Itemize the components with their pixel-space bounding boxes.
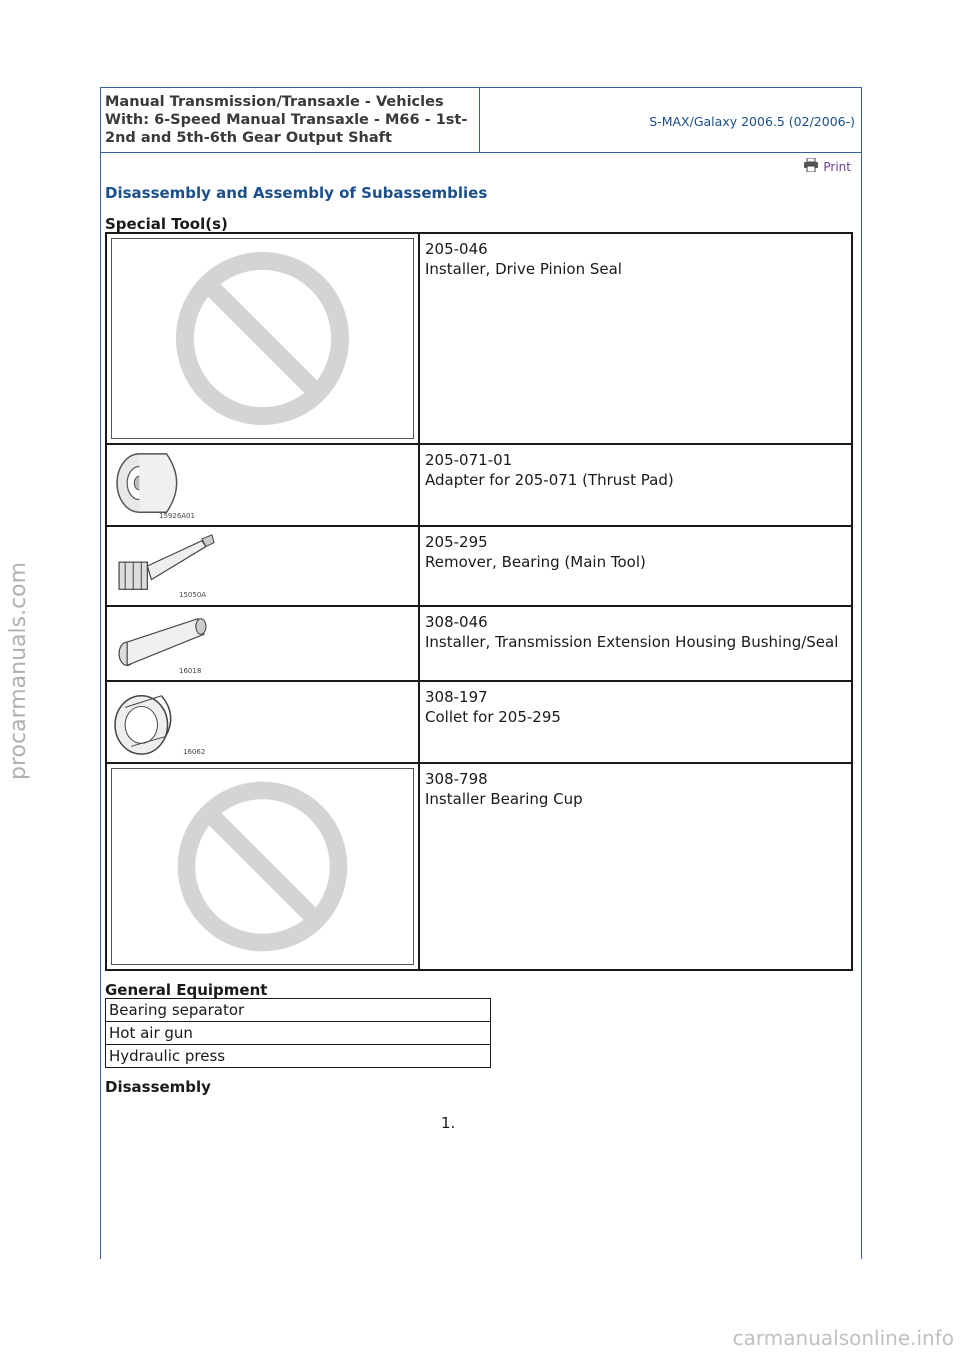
- vehicle-model: S-MAX/Galaxy 2006.5 (02/2006-): [649, 114, 855, 129]
- tool-name: Collet for 205-295: [425, 708, 561, 726]
- tool-image: [107, 682, 420, 762]
- tool-image: [107, 445, 420, 525]
- image-label: 16018: [179, 667, 202, 675]
- no-image-icon: [111, 238, 414, 439]
- tool-name: Installer, Drive Pinion Seal: [425, 260, 622, 278]
- section-title: Disassembly and Assembly of Subassemblies: [105, 184, 488, 202]
- print-label: Print: [823, 159, 851, 174]
- tool-number: 205-071-01: [425, 451, 513, 469]
- tool-image: [107, 764, 420, 969]
- special-tools-table: [105, 232, 853, 971]
- page-frame: [100, 87, 862, 1259]
- tool-number: 308-046: [425, 613, 488, 631]
- equipment-item: Hydraulic press: [106, 1045, 491, 1068]
- tool-image: [107, 607, 420, 680]
- disassembly-heading: Disassembly: [105, 1078, 211, 1096]
- tool-row: [107, 605, 851, 680]
- tool-number: 308-197: [425, 688, 488, 706]
- tool-row: [107, 680, 851, 762]
- tool-name: Installer Bearing Cup: [425, 790, 583, 808]
- tool-row: [107, 525, 851, 605]
- tool-number: 308-798: [425, 770, 488, 788]
- side-watermark: procarmanuals.com: [6, 561, 31, 780]
- table-row: [106, 1022, 491, 1045]
- collet-icon: [111, 686, 414, 758]
- step-number: 1.: [441, 1114, 456, 1132]
- general-equipment-heading: General Equipment: [105, 981, 268, 999]
- extension-housing-installer-icon: [111, 611, 414, 676]
- tool-image: [107, 234, 420, 443]
- image-label: 15926A01: [159, 512, 195, 520]
- tool-row: [107, 443, 851, 525]
- tool-name: Adapter for 205-071 (Thrust Pad): [425, 471, 674, 489]
- document-title: Manual Transmission/Transaxle - Vehicles With: 6-Speed Manual Transaxle - M66 - 1st-2nd and 5th-6th Gear Output Shaft: [105, 94, 468, 146]
- table-row: [106, 1045, 491, 1068]
- document-header: [101, 88, 861, 153]
- no-image-icon: [111, 768, 414, 965]
- general-equipment-table: [105, 998, 491, 1068]
- equipment-item: Hot air gun: [106, 1022, 491, 1045]
- tool-image: [107, 527, 420, 605]
- bearing-remover-icon: [111, 531, 414, 601]
- image-label: 16062: [183, 748, 206, 756]
- header-divider: [479, 88, 480, 152]
- equipment-item: Bearing separator: [106, 999, 491, 1022]
- special-tools-heading: Special Tool(s): [105, 215, 228, 233]
- image-label: 15050A: [179, 591, 207, 599]
- print-button[interactable]: [803, 158, 851, 175]
- tool-row: [107, 234, 851, 443]
- table-row: [106, 999, 491, 1022]
- tool-number: 205-046: [425, 240, 488, 258]
- tool-row: [107, 762, 851, 969]
- adapter-tool-icon: [111, 449, 414, 521]
- printer-icon: [803, 158, 819, 175]
- tool-name: Remover, Bearing (Main Tool): [425, 553, 646, 571]
- bottom-watermark: carmanualsonline.info: [732, 1326, 954, 1350]
- tool-number: 205-295: [425, 533, 488, 551]
- tool-name: Installer, Transmission Extension Housing Bushing/Seal: [425, 633, 839, 651]
